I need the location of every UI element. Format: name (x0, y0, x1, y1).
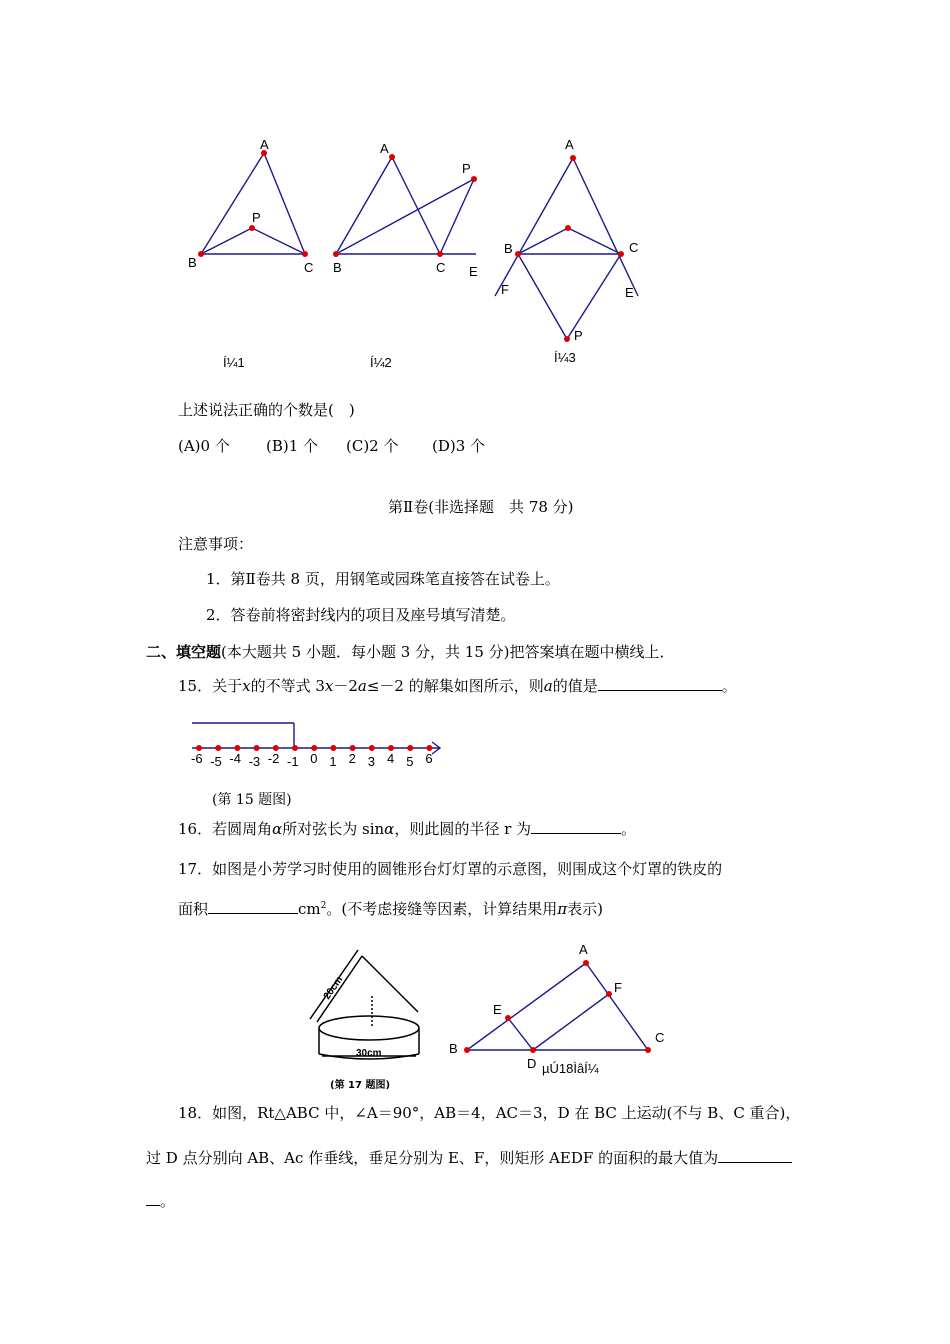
fig1-label-a: A (260, 137, 269, 152)
notes-title: 注意事项： (178, 535, 254, 553)
number-line-label: 3 (367, 754, 376, 769)
fig3-label-f: F (501, 282, 509, 297)
section2-desc: (本大题共 5 小题．每小题 3 分，共 15 分)把答案填在题中横线上． (221, 643, 675, 661)
q14-option-b: (B)1 个 (266, 437, 319, 455)
section2-head: 二、填空题 (146, 643, 222, 661)
q17-line1: 17．如图是小芳学习时使用的圆锥形台灯灯罩的示意图，则围成这个灯罩的铁皮的 (178, 860, 723, 878)
number-line-label: -5 (210, 754, 222, 769)
fig18-label-f: F (614, 980, 622, 995)
q16-text: 16．若圆周角α所对弦长为 sinα，则此圆的半径 r 为 。 (178, 820, 637, 838)
q18-answer-blank-cont[interactable] (146, 1191, 160, 1206)
number-line-label: -2 (267, 751, 280, 766)
note-1: 1．第Ⅱ卷共 8 页，用钢笔或园珠笔直接答在试卷上。 (206, 570, 560, 588)
number-line-point (215, 745, 221, 751)
fig18-label-b: B (449, 1041, 458, 1056)
note-2: 2．答卷前将密封线内的项目及座号填写清楚。 (206, 606, 516, 624)
number-line-label: 1 (329, 754, 337, 769)
q17-figure-caption: (第 17 题图) (330, 1080, 391, 1091)
fig1-label-c: C (304, 260, 314, 275)
cone-lampshade-figure (300, 944, 440, 1094)
section2-header (146, 642, 675, 662)
number-line (185, 716, 450, 772)
rectangle-in-triangle-figure (445, 938, 675, 1078)
number-line-label: -4 (229, 751, 241, 766)
cone-slant-label: 20cm (321, 974, 346, 1002)
fig1-label-p: P (252, 210, 261, 225)
triangle-figures (170, 130, 660, 380)
number-line-label: 4 (387, 751, 395, 766)
q14-option-c: (C)2 个 (346, 437, 399, 455)
number-line-label: -6 (191, 751, 203, 766)
fig18-label-e: E (493, 1002, 502, 1017)
fig3-label-p: P (574, 328, 583, 343)
fig18-caption: µÚ18ÌâÍ¼ (542, 1061, 599, 1076)
q17-answer-blank[interactable] (208, 899, 298, 914)
fig3-label-e: E (625, 285, 634, 300)
fig3-label-b: B (504, 241, 513, 256)
q18-line3: 。 (146, 1191, 175, 1211)
number-line-label: -1 (287, 754, 299, 769)
fig2-caption: Í¼2 (370, 355, 392, 370)
number-line-label: 5 (406, 754, 414, 769)
number-line-point (407, 745, 413, 751)
fig1-label-b: B (188, 255, 197, 270)
number-line-label: 0 (310, 751, 318, 766)
q18-line2: 过 D 点分别向 AB、Ac 作垂线，垂足分别为 E、F，则矩形 AEDF 的面积的最大值为 (146, 1148, 792, 1168)
number-line-label: -3 (248, 754, 261, 769)
q15-text: 15．关于x的不等式 3x－2a≤－2 的解集如图所示，则a的值是 。 (178, 677, 737, 695)
number-line-point (330, 745, 336, 751)
q14-option-d: (D)3 个 (432, 437, 486, 455)
q14-stem: 上述说法正确的个数是( ) (178, 401, 355, 419)
q15-answer-blank[interactable] (598, 676, 722, 691)
fig3-label-c: C (629, 240, 639, 255)
fig2-label-b: B (333, 260, 342, 275)
cone-diameter-label: 30cm (356, 1048, 382, 1059)
fig18-label-a: A (579, 942, 588, 957)
q18-line1: 18．如图，Rt△ABC 中，∠A＝90°，AB＝4，AC＝3，D 在 BC 上运动(不与 B、C 重合)， (178, 1104, 801, 1122)
q16-answer-blank[interactable] (531, 819, 621, 834)
number-line-point (292, 745, 298, 751)
fig18-label-d: D (527, 1056, 537, 1071)
number-line-point (369, 745, 375, 751)
q17-line2: 面积 $cm^2$。(不考虑接缝等因素，计算结果用π表示) (178, 900, 603, 918)
q18-answer-blank[interactable] (718, 1148, 792, 1163)
fig1-caption: Í¼1 (223, 355, 245, 370)
fig18-label-c: C (655, 1030, 665, 1045)
number-line-point (254, 745, 260, 751)
number-line-label: 2 (348, 751, 356, 766)
q14-option-a: (A)0 个 (178, 437, 230, 455)
fig2-label-e: E (469, 264, 478, 279)
fig2-label-p: P (462, 161, 471, 176)
fig3-caption: Í¼3 (554, 350, 576, 365)
fig2-label-c: C (436, 260, 446, 275)
fig2-label-a: A (380, 141, 389, 156)
part2-title: 第Ⅱ卷(非选择题 共 78 分) (388, 498, 574, 516)
q15-caption: (第 15 题图) (212, 792, 292, 808)
number-line-label: 6 (425, 751, 433, 766)
fig3-label-a: A (565, 137, 574, 152)
